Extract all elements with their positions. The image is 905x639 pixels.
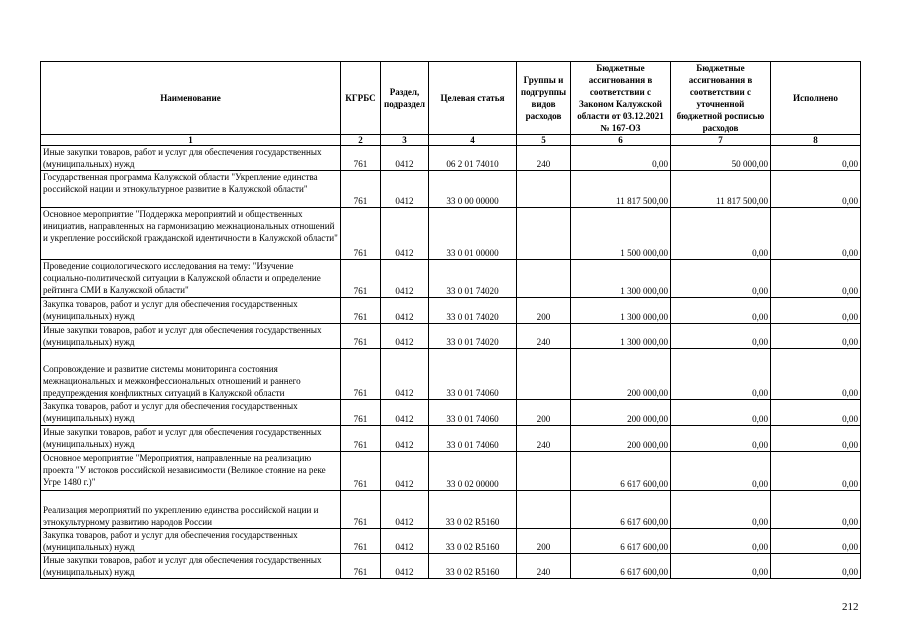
row-razdel: 0412 xyxy=(381,298,429,324)
row-kgrbs: 761 xyxy=(341,349,381,400)
page-number: 212 xyxy=(842,601,859,613)
column-number: 3 xyxy=(381,135,429,146)
row-refined-allocation: 0,00 xyxy=(671,426,771,452)
row-razdel: 0412 xyxy=(381,171,429,208)
table-row xyxy=(41,324,861,349)
row-name: Сопровождение и развитие системы мониторинга состояния межнациональных и межконфессиональных отношений и раннего предупреждения конфликтных ситуаций в Калужской области xyxy=(41,349,341,400)
row-kgrbs: 761 xyxy=(341,554,381,579)
column-number: 6 xyxy=(571,135,671,146)
row-razdel: 0412 xyxy=(381,491,429,529)
row-executed: 0,00 xyxy=(771,208,861,260)
header-law-allocations: Бюджетные ассигнования в соответствии с Законом Калужской области от 03.12.2021 № 167-ОЗ xyxy=(571,62,671,135)
row-celevaya: 33 0 01 74060 xyxy=(429,349,517,400)
row-executed: 0,00 xyxy=(771,324,861,349)
table-row xyxy=(41,426,861,452)
row-law-allocation: 6 617 600,00 xyxy=(571,554,671,579)
row-law-allocation: 1 300 000,00 xyxy=(571,324,671,349)
row-razdel: 0412 xyxy=(381,452,429,491)
row-executed: 0,00 xyxy=(771,298,861,324)
row-refined-allocation: 0,00 xyxy=(671,298,771,324)
row-kgrbs: 761 xyxy=(341,146,381,171)
row-gruppa: 240 xyxy=(517,426,571,452)
table-row xyxy=(41,260,861,298)
row-razdel: 0412 xyxy=(381,260,429,298)
row-gruppa xyxy=(517,260,571,298)
row-name: Иные закупки товаров, работ и услуг для обеспечения государственных (муниципальных) нужд xyxy=(41,146,341,171)
row-executed: 0,00 xyxy=(771,426,861,452)
row-gruppa xyxy=(517,349,571,400)
row-celevaya: 33 0 02 R5160 xyxy=(429,529,517,554)
row-executed: 0,00 xyxy=(771,400,861,426)
row-name: Закупка товаров, работ и услуг для обеспечения государственных (муниципальных) нужд xyxy=(41,298,341,324)
row-kgrbs: 761 xyxy=(341,426,381,452)
row-razdel: 0412 xyxy=(381,529,429,554)
row-executed: 0,00 xyxy=(771,260,861,298)
row-law-allocation: 6 617 600,00 xyxy=(571,529,671,554)
row-kgrbs: 761 xyxy=(341,491,381,529)
header-executed: Исполнено xyxy=(771,62,861,135)
row-name: Иные закупки товаров, работ и услуг для обеспечения государственных (муниципальных) нужд xyxy=(41,426,341,452)
row-law-allocation: 200 000,00 xyxy=(571,349,671,400)
row-executed: 0,00 xyxy=(771,491,861,529)
row-celevaya: 06 2 01 74010 xyxy=(429,146,517,171)
header-row xyxy=(41,62,861,135)
row-kgrbs: 761 xyxy=(341,529,381,554)
row-gruppa xyxy=(517,171,571,208)
row-gruppa xyxy=(517,208,571,260)
row-name: Основное мероприятие "Поддержка мероприятий и общественных инициатив, направленных на гармонизацию межнациональных отношений и укрепление российской гражданской идентичности в Калужской области" xyxy=(41,208,341,260)
row-law-allocation: 200 000,00 xyxy=(571,426,671,452)
row-gruppa: 240 xyxy=(517,324,571,349)
budget-table-container xyxy=(40,61,860,579)
row-executed: 0,00 xyxy=(771,554,861,579)
row-kgrbs: 761 xyxy=(341,208,381,260)
row-razdel: 0412 xyxy=(381,349,429,400)
row-kgrbs: 761 xyxy=(341,298,381,324)
row-refined-allocation: 0,00 xyxy=(671,452,771,491)
row-law-allocation: 6 617 600,00 xyxy=(571,452,671,491)
table-row xyxy=(41,349,861,400)
row-refined-allocation: 0,00 xyxy=(671,491,771,529)
row-refined-allocation: 11 817 500,00 xyxy=(671,171,771,208)
row-executed: 0,00 xyxy=(771,452,861,491)
row-kgrbs: 761 xyxy=(341,400,381,426)
row-refined-allocation: 0,00 xyxy=(671,554,771,579)
table-row xyxy=(41,171,861,208)
row-executed: 0,00 xyxy=(771,146,861,171)
row-razdel: 0412 xyxy=(381,554,429,579)
row-razdel: 0412 xyxy=(381,426,429,452)
row-gruppa: 240 xyxy=(517,554,571,579)
row-executed: 0,00 xyxy=(771,529,861,554)
row-name: Основное мероприятие "Мероприятия, направленные на реализацию проекта "У истоков российской независимости (Великое стояние на реке Угре 1480 г.)" xyxy=(41,452,341,491)
row-name: Закупка товаров, работ и услуг для обеспечения государственных (муниципальных) нужд xyxy=(41,529,341,554)
row-name: Реализация мероприятий по укреплению единства российской нации и этнокультурному развитию народов России xyxy=(41,491,341,529)
row-refined-allocation: 0,00 xyxy=(671,400,771,426)
row-law-allocation: 6 617 600,00 xyxy=(571,491,671,529)
row-law-allocation: 11 817 500,00 xyxy=(571,171,671,208)
row-razdel: 0412 xyxy=(381,324,429,349)
row-gruppa xyxy=(517,491,571,529)
row-executed: 0,00 xyxy=(771,349,861,400)
row-law-allocation: 0,00 xyxy=(571,146,671,171)
header-name: Наименование xyxy=(41,62,341,135)
budget-table xyxy=(40,61,861,579)
table-row xyxy=(41,400,861,426)
row-celevaya: 33 0 02 R5160 xyxy=(429,491,517,529)
column-number-row xyxy=(41,135,861,146)
row-refined-allocation: 0,00 xyxy=(671,529,771,554)
row-law-allocation: 200 000,00 xyxy=(571,400,671,426)
row-gruppa: 240 xyxy=(517,146,571,171)
column-number: 4 xyxy=(429,135,517,146)
table-row xyxy=(41,298,861,324)
row-razdel: 0412 xyxy=(381,146,429,171)
row-executed: 0,00 xyxy=(771,171,861,208)
row-name: Закупка товаров, работ и услуг для обеспечения государственных (муниципальных) нужд xyxy=(41,400,341,426)
row-razdel: 0412 xyxy=(381,400,429,426)
row-kgrbs: 761 xyxy=(341,260,381,298)
row-kgrbs: 761 xyxy=(341,171,381,208)
table-row xyxy=(41,452,861,491)
row-name: Иные закупки товаров, работ и услуг для обеспечения государственных (муниципальных) нужд xyxy=(41,324,341,349)
header-celevaya: Целевая статья xyxy=(429,62,517,135)
row-refined-allocation: 0,00 xyxy=(671,349,771,400)
row-law-allocation: 1 300 000,00 xyxy=(571,260,671,298)
row-celevaya: 33 0 01 74060 xyxy=(429,400,517,426)
row-celevaya: 33 0 01 74020 xyxy=(429,260,517,298)
row-refined-allocation: 50 000,00 xyxy=(671,146,771,171)
row-celevaya: 33 0 02 R5160 xyxy=(429,554,517,579)
row-kgrbs: 761 xyxy=(341,324,381,349)
row-name: Государственная программа Калужской области "Укрепление единства российской нации и этнокультурное развитие в Калужской области" xyxy=(41,171,341,208)
row-name: Иные закупки товаров, работ и услуг для обеспечения государственных (муниципальных) нужд xyxy=(41,554,341,579)
row-celevaya: 33 0 01 74020 xyxy=(429,324,517,349)
table-row xyxy=(41,208,861,260)
table-row xyxy=(41,529,861,554)
row-celevaya: 33 0 01 74020 xyxy=(429,298,517,324)
column-number: 1 xyxy=(41,135,341,146)
row-celevaya: 33 0 01 00000 xyxy=(429,208,517,260)
row-gruppa: 200 xyxy=(517,298,571,324)
header-razdel: Раздел, подраздел xyxy=(381,62,429,135)
row-refined-allocation: 0,00 xyxy=(671,208,771,260)
table-row xyxy=(41,491,861,529)
table-row xyxy=(41,146,861,171)
row-law-allocation: 1 300 000,00 xyxy=(571,298,671,324)
column-number: 2 xyxy=(341,135,381,146)
row-celevaya: 33 0 00 00000 xyxy=(429,171,517,208)
row-refined-allocation: 0,00 xyxy=(671,324,771,349)
row-gruppa xyxy=(517,452,571,491)
column-number: 7 xyxy=(671,135,771,146)
row-celevaya: 33 0 01 74060 xyxy=(429,426,517,452)
row-razdel: 0412 xyxy=(381,208,429,260)
row-celevaya: 33 0 02 00000 xyxy=(429,452,517,491)
header-refined-allocations: Бюджетные ассигнования в соответствии с уточненной бюджетной росписью расходов xyxy=(671,62,771,135)
header-gruppa: Группы и подгруппы видов расходов xyxy=(517,62,571,135)
header-kgrbs: КГРБС xyxy=(341,62,381,135)
row-gruppa: 200 xyxy=(517,400,571,426)
row-gruppa: 200 xyxy=(517,529,571,554)
row-kgrbs: 761 xyxy=(341,452,381,491)
column-number: 8 xyxy=(771,135,861,146)
row-name: Проведение социологического исследования на тему: "Изучение социально-политической ситуации в Калужской области и определение рейтинга СМИ в Калужской области" xyxy=(41,260,341,298)
table-row xyxy=(41,554,861,579)
row-law-allocation: 1 500 000,00 xyxy=(571,208,671,260)
row-refined-allocation: 0,00 xyxy=(671,260,771,298)
column-number: 5 xyxy=(517,135,571,146)
